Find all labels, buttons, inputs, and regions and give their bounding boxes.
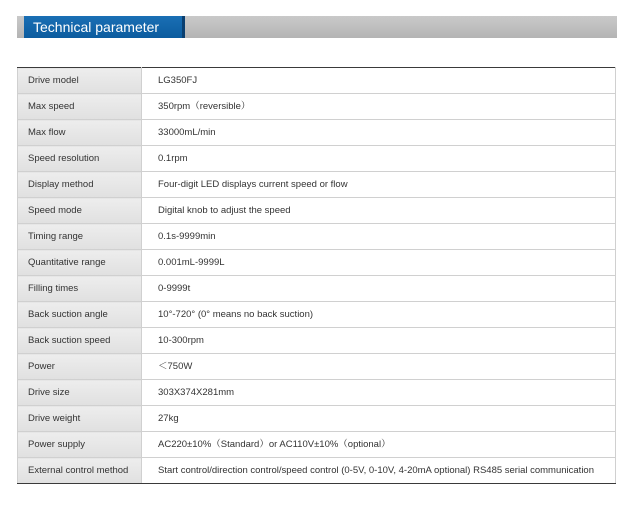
- table-row: [18, 276, 616, 302]
- param-value: Four-digit LED displays current speed or flow: [142, 172, 616, 198]
- param-name: Timing range: [18, 224, 142, 250]
- table-row: [18, 380, 616, 406]
- table-row: [18, 120, 616, 146]
- param-name: Filling times: [18, 276, 142, 302]
- param-name: Max flow: [18, 120, 142, 146]
- param-name: Speed resolution: [18, 146, 142, 172]
- param-value: 303X374X281mm: [142, 380, 616, 406]
- param-name: Speed mode: [18, 198, 142, 224]
- param-value: ＜750W: [142, 354, 616, 380]
- table-row: [18, 224, 616, 250]
- param-name: Power: [18, 354, 142, 380]
- table-row: [18, 328, 616, 354]
- param-value: 33000mL/min: [142, 120, 616, 146]
- table-row: [18, 406, 616, 432]
- param-name: Display method: [18, 172, 142, 198]
- param-name: External control method: [18, 458, 142, 484]
- param-value: 27kg: [142, 406, 616, 432]
- param-value: AC220±10%（Standard）or AC110V±10%（optional）: [142, 432, 616, 458]
- param-value: 0-9999t: [142, 276, 616, 302]
- param-name: Drive model: [18, 68, 142, 94]
- param-value: 10-300rpm: [142, 328, 616, 354]
- table-row: [18, 68, 616, 94]
- param-value: Start control/direction control/speed control (0-5V, 0-10V, 4-20mA optional) RS485 serial communication: [142, 458, 616, 484]
- param-name: Back suction speed: [18, 328, 142, 354]
- parameter-table: [17, 67, 616, 484]
- table-row: [18, 458, 616, 484]
- param-value: 350rpm（reversible）: [142, 94, 616, 120]
- table-row: [18, 432, 616, 458]
- param-value: LG350FJ: [142, 68, 616, 94]
- table-row: [18, 94, 616, 120]
- param-name: Back suction angle: [18, 302, 142, 328]
- param-value: 10°-720° (0° means no back suction): [142, 302, 616, 328]
- table-row: [18, 354, 616, 380]
- param-value: 0.1s-9999min: [142, 224, 616, 250]
- param-name: Max speed: [18, 94, 142, 120]
- section-header: [17, 16, 617, 38]
- table-row: [18, 146, 616, 172]
- param-name: Quantitative range: [18, 250, 142, 276]
- section-title: Technical parameter: [24, 16, 185, 38]
- table-row: [18, 302, 616, 328]
- param-value: Digital knob to adjust the speed: [142, 198, 616, 224]
- param-value: 0.001mL-9999L: [142, 250, 616, 276]
- param-name: Drive size: [18, 380, 142, 406]
- param-name: Power supply: [18, 432, 142, 458]
- param-name: Drive weight: [18, 406, 142, 432]
- param-value: 0.1rpm: [142, 146, 616, 172]
- table-row: [18, 250, 616, 276]
- table-row: [18, 172, 616, 198]
- table-row: [18, 198, 616, 224]
